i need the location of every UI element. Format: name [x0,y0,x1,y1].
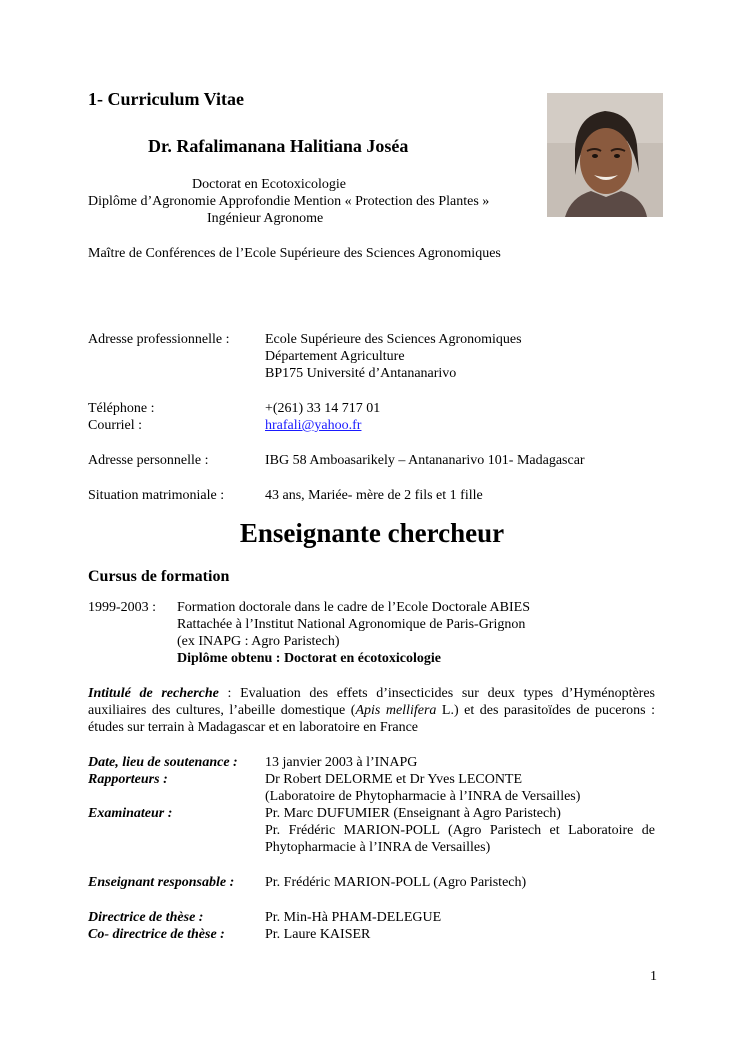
reviewer-line: (Laboratoire de Phytopharmacie à l’INRA de Versailles) [265,789,581,804]
qualification-doctorate: Doctorat en Ecotoxicologie [192,177,346,192]
reviewers-label: Rapporteurs : [88,772,168,787]
marital-value: 43 ans, Mariée- mère de 2 fils et 1 fille [265,488,483,503]
home-address-label: Adresse personnelle : [88,453,209,468]
education-period: 1999-2003 : [88,600,157,615]
qualification-diploma: Diplôme d’Agronomie Approfondie Mention « Protection des Plantes » [88,194,490,209]
research-text-after: L.) et des parasitoïdes de pucerons : études sur terrain à Madagascar et en laboratoire en France [88,703,655,735]
email-link[interactable]: hrafali@yahoo.fr [265,418,362,433]
person-name: Dr. Rafalimanana Halitiana Joséa [148,136,409,156]
defense-date-label: Date, lieu de soutenance : [88,755,238,770]
section-title: 1- Curriculum Vitae [88,89,244,109]
codirector-label: Co- directrice de thèse : [88,927,225,942]
education-line: Rattachée à l’Institut National Agronomique de Paris-Grignon [177,617,526,632]
education-line: Formation doctorale dans le cadre de l’Ecole Doctorale ABIES [177,600,530,615]
reviewer-line: Dr Robert DELORME et Dr Yves LECONTE [265,772,523,787]
examiner-line: Pr. Marc DUFUMIER (Enseignant à Agro Paristech) [265,806,561,821]
education-diploma: Diplôme obtenu : Doctorat en écotoxicologie [177,651,441,666]
research-text-before: : Evaluation des effets d’insecticides sur deux types d’Hyménoptères auxiliaires des cultures, l’abeille domestique ( [88,686,655,718]
pro-address-label: Adresse professionnelle : [88,332,230,347]
pro-address-line: Département Agriculture [265,349,405,364]
profile-photo [547,93,663,217]
director-value: Pr. Min-Hà PHAM-DELEGUE [265,910,442,925]
research-paragraph [88,685,655,736]
education-line: (ex INAPG : Agro Paristech) [177,634,340,649]
pro-address-line: Ecole Supérieure des Sciences Agronomiques [265,332,522,347]
codirector-value: Pr. Laure KAISER [265,927,371,942]
email-label: Courriel : [88,418,143,433]
phone-value: +(261) 33 14 717 01 [265,401,381,416]
teacher-value: Pr. Frédéric MARION-POLL (Agro Paristech) [265,875,527,890]
examiner-line: Pr. Frédéric MARION-POLL (Agro Paristech et Laboratoire de Phytopharmacie à l’INRA de Versailles) [265,823,655,855]
page-number: 1 [650,969,657,984]
portrait-image [547,93,663,217]
examiner-label: Examinateur : [88,806,173,821]
phone-label: Téléphone : [88,401,155,416]
home-address-value: IBG 58 Amboasarikely – Antananarivo 101- Madagascar [265,453,585,468]
marital-label: Situation matrimoniale : [88,488,225,503]
research-species: Apis mellifera [355,703,437,718]
qualification-engineer: Ingénieur Agronome [207,211,324,226]
education-heading: Cursus de formation [88,568,230,585]
research-label: Intitulé de recherche [88,686,219,701]
defense-date-value: 13 janvier 2003 à l’INAPG [265,755,418,770]
teacher-label: Enseignant responsable : [88,875,235,890]
director-label: Directrice de thèse : [88,910,204,925]
pro-address-line: BP175 Université d’Antananarivo [265,366,457,381]
position-title: Maître de Conférences de l’Ecole Supérieure des Sciences Agronomiques [88,246,501,261]
role-heading: Enseignante chercheur [239,518,505,548]
